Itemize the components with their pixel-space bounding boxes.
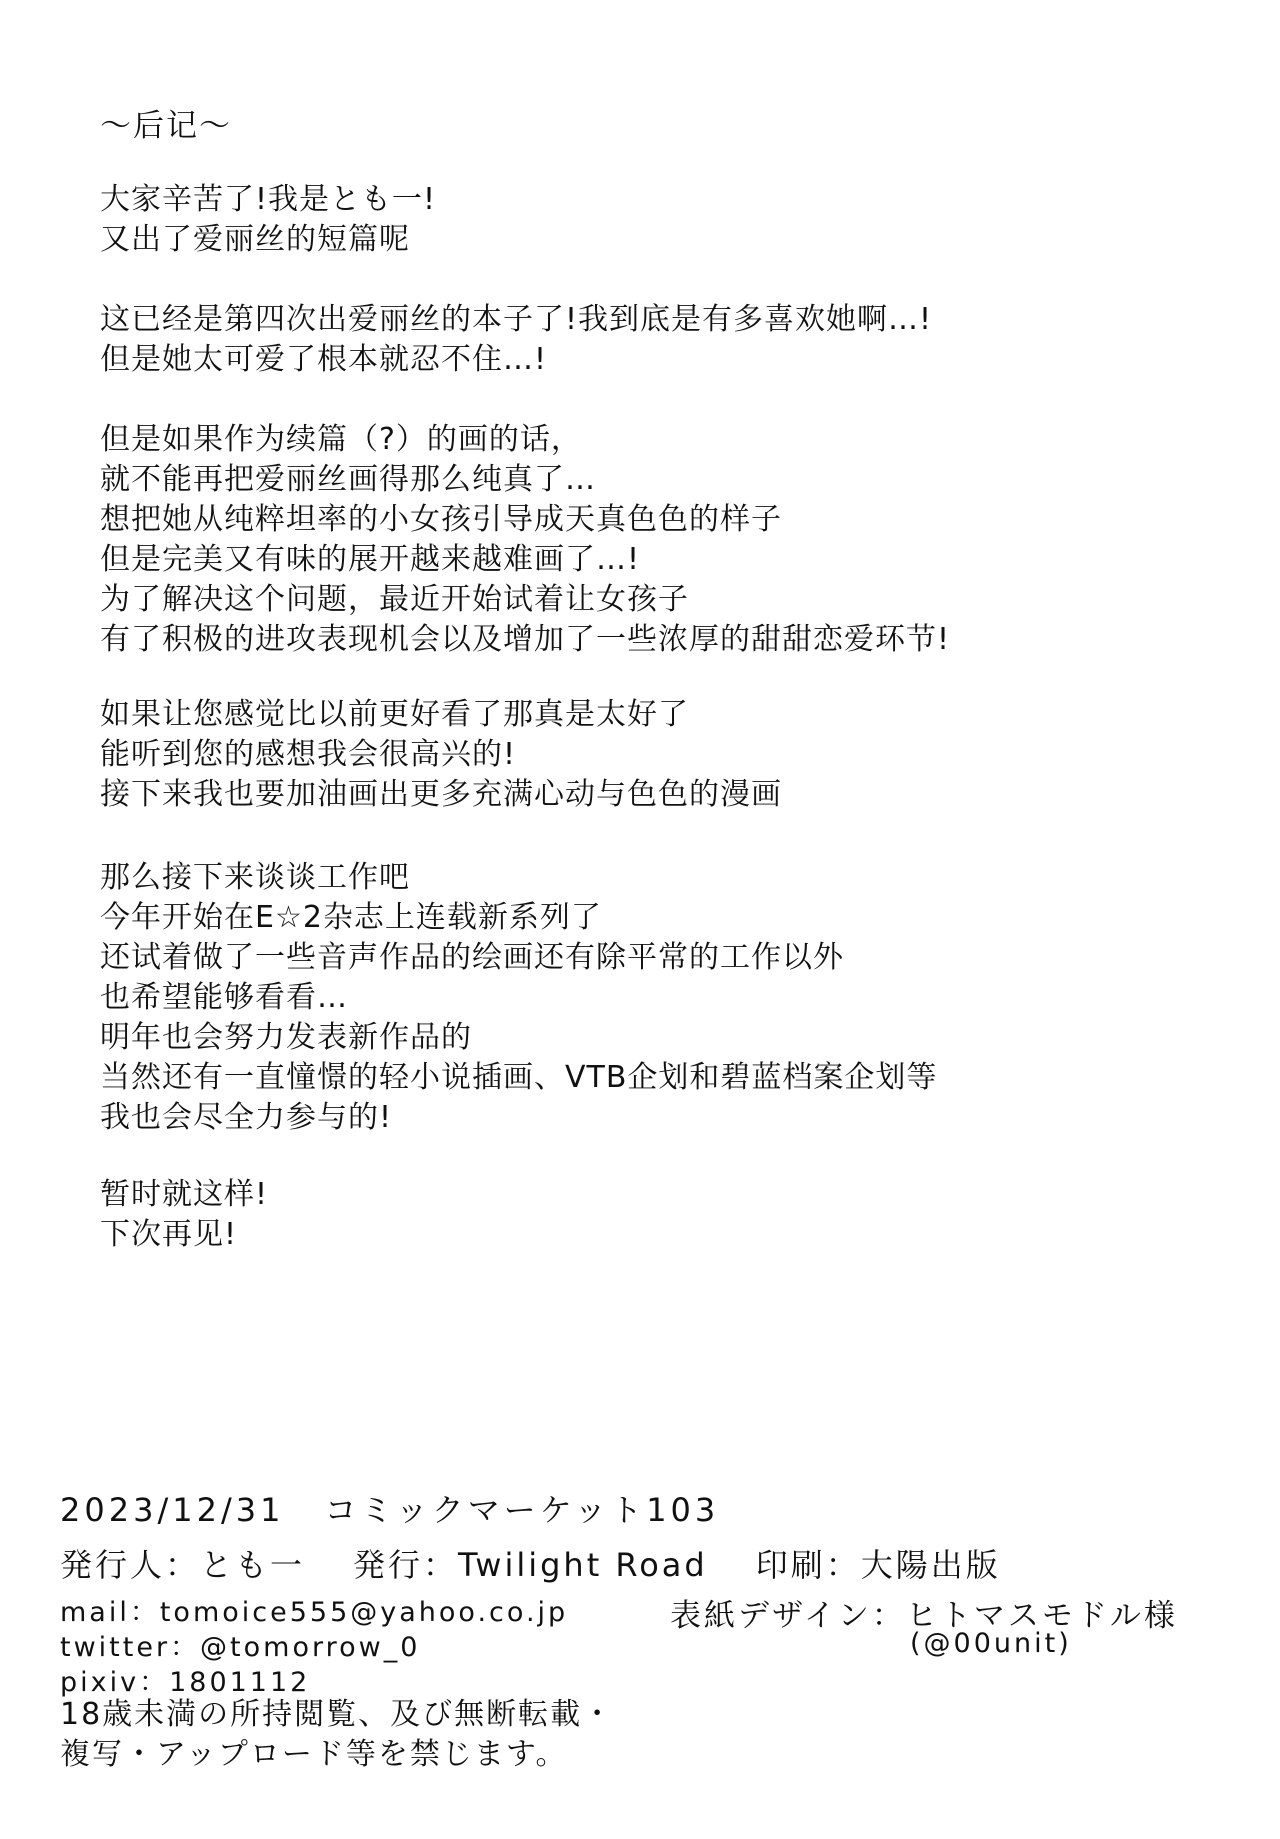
afterword-line: 有了积极的进攻表现机会以及增加了一些浓厚的甜甜恋爱环节! <box>100 622 951 657</box>
afterword-line: 如果让您感觉比以前更好看了那真是太好了 <box>100 697 689 732</box>
cover-design-handle: (@00unit) <box>910 1628 1072 1659</box>
printer: 印刷：大陽出版 <box>755 1546 1001 1584</box>
afterword-line: 接下来我也要加油画出更多充满心动与色色的漫画 <box>100 777 782 812</box>
afterword-line: 这已经是第四次出爱丽丝的本子了!我到底是有多喜欢她啊…! <box>100 302 933 337</box>
afterword-paragraph <box>100 1175 268 1255</box>
event-info <box>60 1485 719 1531</box>
afterword-paragraph <box>100 300 932 380</box>
afterword-line: 能听到您的感想我会很高兴的! <box>100 737 517 772</box>
afterword-title: 〜后记〜 <box>100 108 232 144</box>
afterword-line: 下次再见! <box>100 1217 238 1252</box>
afterword-line: 那么接下来谈谈工作吧 <box>100 860 410 895</box>
legal-notice <box>60 1695 614 1775</box>
afterword-line: 我也会尽全力参与的! <box>100 1100 393 1135</box>
afterword-paragraph <box>100 180 436 260</box>
afterword-paragraph <box>100 858 937 1138</box>
afterword-line: 也希望能够看看… <box>100 980 348 1015</box>
cover-design-credit: 表紙デザイン：ヒトマスモドル様 <box>670 1598 1178 1634</box>
afterword-paragraph <box>100 695 782 815</box>
legal-notice-line: 18歳未満の所持閲覧、及び無断転載・ <box>60 1697 615 1732</box>
afterword-line: 就不能再把爱丽丝画得那么纯真了… <box>100 462 596 497</box>
afterword-line: 又出了爱丽丝的短篇呢 <box>100 222 410 257</box>
afterword-line: 当然还有一直憧憬的轻小说插画、VTB企划和碧蓝档案企划等 <box>100 1060 938 1095</box>
afterword-line: 为了解决这个问题，最近开始试着让女孩子 <box>100 582 689 617</box>
afterword-line: 大家辛苦了!我是とも一! <box>100 182 437 217</box>
publisher: 発行：Twilight Road <box>353 1546 708 1584</box>
afterword-line: 但是如果作为续篇（?）的画的话， <box>100 422 582 457</box>
afterword-line: 暂时就这样! <box>100 1177 269 1212</box>
afterword-line: 想把她从纯粹坦率的小女孩引导成天真色色的样子 <box>100 502 782 537</box>
contact-mail: mail：tomoice555@yahoo.co.jp <box>60 1597 569 1628</box>
event-name: コミックマーケット103 <box>324 1491 720 1529</box>
afterword-line: 但是她太可爱了根本就忍不住…! <box>100 342 548 377</box>
legal-notice-line: 複写・アップロード等を禁じます。 <box>60 1737 568 1772</box>
afterword-line: 还试着做了一些音声作品的绘画还有除平常的工作以外 <box>100 940 844 975</box>
contact-pixiv: pixiv：1801112 <box>60 1667 311 1698</box>
afterword-paragraph <box>100 420 950 660</box>
afterword-line: 明年也会努力发表新作品的 <box>100 1020 472 1055</box>
contact-twitter: twitter：@tomorrow_0 <box>60 1632 421 1663</box>
publisher-person: 発行人：とも一 <box>60 1546 306 1584</box>
afterword-line: 今年开始在E☆2杂志上连载新系列了 <box>100 900 602 935</box>
credits <box>60 1540 1001 1586</box>
afterword-line: 但是完美又有味的展开越来越难画了…! <box>100 542 641 577</box>
publication-date: 2023/12/31 <box>60 1491 285 1529</box>
colophon <box>60 1485 1240 1815</box>
